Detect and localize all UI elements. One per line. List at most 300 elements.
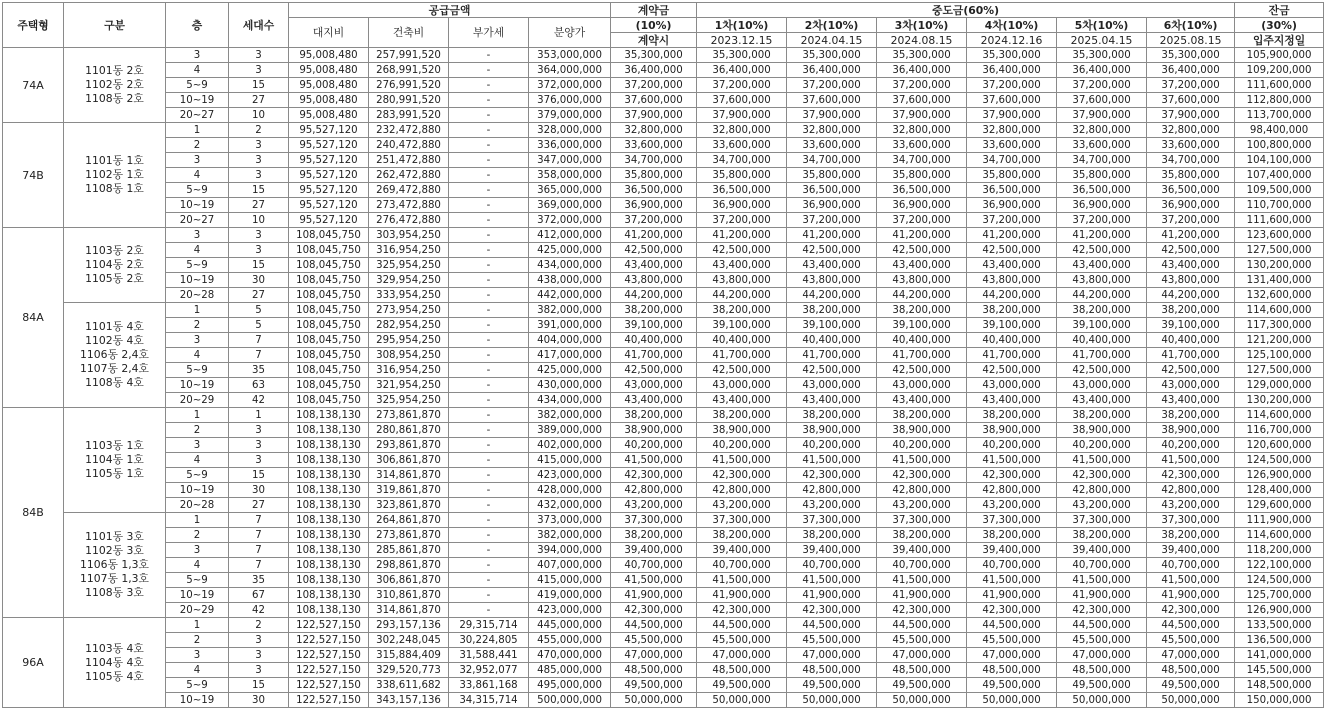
floor-cell: 5~9 (166, 468, 229, 483)
installment-4-cell: 45,500,000 (967, 633, 1057, 648)
households-cell: 7 (229, 558, 289, 573)
installment-2-cell: 42,800,000 (787, 483, 877, 498)
table-row (3, 468, 1324, 483)
building-cost-cell: 295,954,250 (369, 333, 449, 348)
table-row (3, 678, 1324, 693)
installment-1-cell: 42,300,000 (697, 603, 787, 618)
households-cell: 30 (229, 693, 289, 708)
building-group-line: 1103동 2호 (85, 244, 144, 257)
vat-cell: - (449, 438, 529, 453)
balance-cell: 124,500,000 (1235, 573, 1324, 588)
building-cost-cell: 314,861,870 (369, 468, 449, 483)
balance-cell: 109,500,000 (1235, 183, 1324, 198)
vat-cell: - (449, 378, 529, 393)
sale-price-cell: 485,000,000 (529, 663, 611, 678)
land-cost-cell: 95,527,120 (289, 123, 369, 138)
building-group-cell (64, 408, 166, 513)
balance-cell: 126,900,000 (1235, 468, 1324, 483)
installment-1-cell: 37,900,000 (697, 108, 787, 123)
households-cell: 7 (229, 333, 289, 348)
installment-2-cell: 44,500,000 (787, 618, 877, 633)
building-group-cell (64, 228, 166, 303)
installment-3-cell: 39,400,000 (877, 543, 967, 558)
vat-cell: - (449, 63, 529, 78)
floor-cell: 3 (166, 153, 229, 168)
households-cell: 2 (229, 123, 289, 138)
vat-cell: - (449, 393, 529, 408)
building-group-cell (64, 123, 166, 228)
installment-4-cell: 33,600,000 (967, 138, 1057, 153)
floor-cell: 3 (166, 333, 229, 348)
installment-5-cell: 37,900,000 (1057, 108, 1147, 123)
building-group-line: 1101동 2호 (85, 64, 144, 77)
installment-5-cell: 38,200,000 (1057, 408, 1147, 423)
sale-price-cell: 432,000,000 (529, 498, 611, 513)
balance-cell: 128,400,000 (1235, 483, 1324, 498)
balance-cell: 123,600,000 (1235, 228, 1324, 243)
vat-cell: - (449, 528, 529, 543)
header-deposit-when: 계약시 (611, 33, 697, 48)
table-row (3, 288, 1324, 303)
installment-4-cell: 42,500,000 (967, 363, 1057, 378)
floor-cell: 20~29 (166, 393, 229, 408)
building-cost-cell: 338,611,682 (369, 678, 449, 693)
balance-cell: 100,800,000 (1235, 138, 1324, 153)
header-inst-6-date: 2025.08.15 (1147, 33, 1235, 48)
installment-4-cell: 43,800,000 (967, 273, 1057, 288)
installment-3-cell: 38,200,000 (877, 528, 967, 543)
installment-4-cell: 36,900,000 (967, 198, 1057, 213)
building-cost-cell: 273,954,250 (369, 303, 449, 318)
installment-4-cell: 44,500,000 (967, 618, 1057, 633)
building-group-line: 1105동 1호 (85, 467, 144, 480)
land-cost-cell: 95,527,120 (289, 183, 369, 198)
installment-6-cell: 42,300,000 (1147, 603, 1235, 618)
table-row (3, 108, 1324, 123)
balance-cell: 133,500,000 (1235, 618, 1324, 633)
deposit-cell: 37,200,000 (611, 78, 697, 93)
installment-3-cell: 37,200,000 (877, 78, 967, 93)
floor-cell: 4 (166, 63, 229, 78)
households-cell: 3 (229, 453, 289, 468)
installment-2-cell: 37,300,000 (787, 513, 877, 528)
header-balance-title: 잔금 (1235, 3, 1324, 18)
installment-3-cell: 49,500,000 (877, 678, 967, 693)
unit-type-cell: 96A (3, 618, 64, 708)
installment-2-cell: 36,400,000 (787, 63, 877, 78)
table-row (3, 198, 1324, 213)
vat-cell: - (449, 168, 529, 183)
installment-6-cell: 47,000,000 (1147, 648, 1235, 663)
floor-cell: 5~9 (166, 573, 229, 588)
land-cost-cell: 108,138,130 (289, 513, 369, 528)
sale-price-cell: 445,000,000 (529, 618, 611, 633)
installment-5-cell: 43,200,000 (1057, 498, 1147, 513)
installment-1-cell: 35,800,000 (697, 168, 787, 183)
vat-cell: 29,315,714 (449, 618, 529, 633)
installment-6-cell: 34,700,000 (1147, 153, 1235, 168)
installment-6-cell: 43,000,000 (1147, 378, 1235, 393)
deposit-cell: 43,400,000 (611, 258, 697, 273)
installment-4-cell: 41,500,000 (967, 573, 1057, 588)
building-group-line: 1104동 4호 (85, 655, 144, 669)
building-cost-cell: 257,991,520 (369, 48, 449, 63)
installment-4-cell: 38,200,000 (967, 408, 1057, 423)
building-cost-cell: 264,861,870 (369, 513, 449, 528)
floor-cell: 20~27 (166, 213, 229, 228)
deposit-cell: 47,000,000 (611, 648, 697, 663)
installment-4-cell: 41,200,000 (967, 228, 1057, 243)
installment-5-cell: 43,800,000 (1057, 273, 1147, 288)
households-cell: 3 (229, 228, 289, 243)
installment-3-cell: 50,000,000 (877, 693, 967, 708)
installment-2-cell: 43,200,000 (787, 498, 877, 513)
building-cost-cell: 303,954,250 (369, 228, 449, 243)
installment-5-cell: 37,300,000 (1057, 513, 1147, 528)
deposit-cell: 45,500,000 (611, 633, 697, 648)
header-deposit-title: 계약금 (611, 3, 697, 18)
land-cost-cell: 108,138,130 (289, 408, 369, 423)
deposit-cell: 40,200,000 (611, 438, 697, 453)
installment-3-cell: 33,600,000 (877, 138, 967, 153)
installment-5-cell: 39,100,000 (1057, 318, 1147, 333)
households-cell: 3 (229, 138, 289, 153)
installment-4-cell: 37,600,000 (967, 93, 1057, 108)
sale-price-cell: 364,000,000 (529, 63, 611, 78)
deposit-cell: 50,000,000 (611, 693, 697, 708)
installment-2-cell: 34,700,000 (787, 153, 877, 168)
installment-5-cell: 38,200,000 (1057, 528, 1147, 543)
installment-5-cell: 42,800,000 (1057, 483, 1147, 498)
installment-6-cell: 37,600,000 (1147, 93, 1235, 108)
installment-6-cell: 42,500,000 (1147, 363, 1235, 378)
table-row (3, 258, 1324, 273)
installment-1-cell: 34,700,000 (697, 153, 787, 168)
floor-cell: 10~19 (166, 198, 229, 213)
header-balance-when: 입주지정일 (1235, 33, 1324, 48)
installment-5-cell: 42,500,000 (1057, 243, 1147, 258)
balance-cell: 150,000,000 (1235, 693, 1324, 708)
vat-cell: - (449, 198, 529, 213)
table-row (3, 348, 1324, 363)
table-row (3, 513, 1324, 528)
vat-cell: - (449, 153, 529, 168)
floor-cell: 5~9 (166, 78, 229, 93)
households-cell: 7 (229, 543, 289, 558)
balance-cell: 125,700,000 (1235, 588, 1324, 603)
installment-2-cell: 41,200,000 (787, 228, 877, 243)
installment-6-cell: 37,200,000 (1147, 213, 1235, 228)
land-cost-cell: 108,138,130 (289, 588, 369, 603)
installment-4-cell: 42,300,000 (967, 603, 1057, 618)
installment-5-cell: 32,800,000 (1057, 123, 1147, 138)
installment-2-cell: 41,700,000 (787, 348, 877, 363)
installment-5-cell: 43,400,000 (1057, 258, 1147, 273)
deposit-cell: 35,300,000 (611, 48, 697, 63)
installment-4-cell: 43,400,000 (967, 393, 1057, 408)
balance-cell: 127,500,000 (1235, 363, 1324, 378)
installment-5-cell: 40,700,000 (1057, 558, 1147, 573)
deposit-cell: 43,800,000 (611, 273, 697, 288)
building-group-line: 1106동 2,4호 (80, 348, 149, 361)
installment-1-cell: 43,400,000 (697, 258, 787, 273)
installment-6-cell: 35,300,000 (1147, 48, 1235, 63)
building-cost-cell: 314,861,870 (369, 603, 449, 618)
header-inst-5: 5차(10%) (1057, 18, 1147, 33)
building-group-line: 1102동 3호 (85, 544, 144, 557)
households-cell: 35 (229, 363, 289, 378)
unit-type-cell: 74B (3, 123, 64, 228)
installment-4-cell: 43,200,000 (967, 498, 1057, 513)
installment-3-cell: 43,000,000 (877, 378, 967, 393)
floor-cell: 2 (166, 423, 229, 438)
sale-price-cell: 425,000,000 (529, 363, 611, 378)
deposit-cell: 42,500,000 (611, 363, 697, 378)
balance-cell: 107,400,000 (1235, 168, 1324, 183)
installment-6-cell: 41,500,000 (1147, 453, 1235, 468)
sale-price-cell: 402,000,000 (529, 438, 611, 453)
table-row (3, 138, 1324, 153)
sale-price-cell: 423,000,000 (529, 468, 611, 483)
installment-1-cell: 40,200,000 (697, 438, 787, 453)
households-cell: 30 (229, 273, 289, 288)
sale-price-cell: 376,000,000 (529, 93, 611, 108)
deposit-cell: 41,200,000 (611, 228, 697, 243)
installment-5-cell: 42,500,000 (1057, 363, 1147, 378)
land-cost-cell: 122,527,150 (289, 648, 369, 663)
installment-3-cell: 48,500,000 (877, 663, 967, 678)
land-cost-cell: 122,527,150 (289, 678, 369, 693)
header-floor: 층 (166, 3, 229, 48)
header-inst-6: 6차(10%) (1147, 18, 1235, 33)
deposit-cell: 40,700,000 (611, 558, 697, 573)
installment-6-cell: 44,500,000 (1147, 618, 1235, 633)
installment-3-cell: 37,600,000 (877, 93, 967, 108)
installment-6-cell: 39,400,000 (1147, 543, 1235, 558)
installment-2-cell: 32,800,000 (787, 123, 877, 138)
vat-cell: - (449, 108, 529, 123)
installment-4-cell: 35,800,000 (967, 168, 1057, 183)
sale-price-cell: 412,000,000 (529, 228, 611, 243)
balance-cell: 114,600,000 (1235, 528, 1324, 543)
vat-cell: - (449, 513, 529, 528)
installment-1-cell: 43,800,000 (697, 273, 787, 288)
installment-6-cell: 40,200,000 (1147, 438, 1235, 453)
installment-3-cell: 43,200,000 (877, 498, 967, 513)
households-cell: 5 (229, 318, 289, 333)
vat-cell: - (449, 558, 529, 573)
header-price: 분양가 (529, 18, 611, 48)
installment-3-cell: 40,400,000 (877, 333, 967, 348)
floor-cell: 1 (166, 618, 229, 633)
installment-3-cell: 35,800,000 (877, 168, 967, 183)
households-cell: 3 (229, 243, 289, 258)
land-cost-cell: 95,008,480 (289, 93, 369, 108)
vat-cell: 34,315,714 (449, 693, 529, 708)
balance-cell: 129,000,000 (1235, 378, 1324, 393)
building-cost-cell: 321,954,250 (369, 378, 449, 393)
header-supply: 공급금액 (289, 3, 611, 18)
households-cell: 10 (229, 213, 289, 228)
building-cost-cell: 276,991,520 (369, 78, 449, 93)
installment-1-cell: 49,500,000 (697, 678, 787, 693)
unit-type-cell: 84B (3, 408, 64, 618)
installment-2-cell: 42,300,000 (787, 603, 877, 618)
building-cost-cell: 283,991,520 (369, 108, 449, 123)
deposit-cell: 35,800,000 (611, 168, 697, 183)
installment-4-cell: 37,900,000 (967, 108, 1057, 123)
table-row (3, 603, 1324, 618)
sale-price-cell: 382,000,000 (529, 303, 611, 318)
floor-cell: 5~9 (166, 363, 229, 378)
land-cost-cell: 108,045,750 (289, 333, 369, 348)
building-cost-cell: 293,157,136 (369, 618, 449, 633)
installment-5-cell: 44,200,000 (1057, 288, 1147, 303)
installment-2-cell: 41,900,000 (787, 588, 877, 603)
vat-cell: - (449, 363, 529, 378)
building-group-line: 1101동 1호 (85, 154, 144, 167)
building-group-line: 1107동 2,4호 (80, 362, 149, 375)
vat-cell: 30,224,805 (449, 633, 529, 648)
floor-cell: 3 (166, 228, 229, 243)
vat-cell: - (449, 423, 529, 438)
households-cell: 15 (229, 78, 289, 93)
building-group-line: 1108동 4호 (85, 376, 144, 389)
header-land: 대지비 (289, 18, 369, 48)
balance-cell: 109,200,000 (1235, 63, 1324, 78)
floor-cell: 1 (166, 408, 229, 423)
building-group-line: 1104동 2호 (85, 258, 144, 271)
floor-cell: 4 (166, 663, 229, 678)
installment-3-cell: 44,200,000 (877, 288, 967, 303)
header-inst-5-date: 2025.04.15 (1057, 33, 1147, 48)
installment-2-cell: 40,400,000 (787, 333, 877, 348)
installment-2-cell: 42,500,000 (787, 363, 877, 378)
installment-6-cell: 41,200,000 (1147, 228, 1235, 243)
installment-2-cell: 43,400,000 (787, 258, 877, 273)
installment-2-cell: 41,500,000 (787, 453, 877, 468)
installment-5-cell: 41,700,000 (1057, 348, 1147, 363)
unit-type-cell: 74A (3, 48, 64, 123)
balance-cell: 116,700,000 (1235, 423, 1324, 438)
table-row (3, 93, 1324, 108)
floor-cell: 20~28 (166, 498, 229, 513)
sale-price-cell: 372,000,000 (529, 78, 611, 93)
households-cell: 27 (229, 198, 289, 213)
installment-1-cell: 41,200,000 (697, 228, 787, 243)
installment-5-cell: 42,300,000 (1057, 468, 1147, 483)
deposit-cell: 42,300,000 (611, 603, 697, 618)
installment-4-cell: 37,200,000 (967, 213, 1057, 228)
floor-cell: 4 (166, 243, 229, 258)
sale-price-cell: 495,000,000 (529, 678, 611, 693)
deposit-cell: 38,200,000 (611, 408, 697, 423)
table-row (3, 618, 1324, 633)
installment-5-cell: 47,000,000 (1057, 648, 1147, 663)
land-cost-cell: 122,527,150 (289, 633, 369, 648)
installment-6-cell: 43,200,000 (1147, 498, 1235, 513)
balance-cell: 131,400,000 (1235, 273, 1324, 288)
land-cost-cell: 108,045,750 (289, 393, 369, 408)
balance-cell: 114,600,000 (1235, 303, 1324, 318)
deposit-cell: 42,500,000 (611, 243, 697, 258)
sale-price-cell: 394,000,000 (529, 543, 611, 558)
installment-5-cell: 41,500,000 (1057, 573, 1147, 588)
building-group-line: 1105동 4호 (85, 669, 144, 683)
floor-cell: 3 (166, 543, 229, 558)
deposit-cell: 43,400,000 (611, 393, 697, 408)
vat-cell: - (449, 588, 529, 603)
installment-2-cell: 38,900,000 (787, 423, 877, 438)
header-building: 건축비 (369, 18, 449, 48)
sale-price-cell: 379,000,000 (529, 108, 611, 123)
floor-cell: 4 (166, 558, 229, 573)
installment-2-cell: 43,800,000 (787, 273, 877, 288)
balance-cell: 130,200,000 (1235, 258, 1324, 273)
building-group-line: 1102동 4호 (85, 334, 144, 347)
land-cost-cell: 95,008,480 (289, 108, 369, 123)
building-cost-cell: 251,472,880 (369, 153, 449, 168)
installment-6-cell: 38,900,000 (1147, 423, 1235, 438)
table-row (3, 438, 1324, 453)
households-cell: 15 (229, 258, 289, 273)
building-cost-cell: 315,884,409 (369, 648, 449, 663)
table-row (3, 663, 1324, 678)
installment-5-cell: 33,600,000 (1057, 138, 1147, 153)
installment-6-cell: 43,400,000 (1147, 258, 1235, 273)
balance-cell: 111,600,000 (1235, 78, 1324, 93)
deposit-cell: 36,500,000 (611, 183, 697, 198)
floor-cell: 10~19 (166, 483, 229, 498)
installment-1-cell: 43,000,000 (697, 378, 787, 393)
vat-cell: - (449, 78, 529, 93)
header-type: 주택형 (3, 3, 64, 48)
floor-cell: 4 (166, 168, 229, 183)
households-cell: 2 (229, 618, 289, 633)
installment-1-cell: 41,900,000 (697, 588, 787, 603)
sale-price-cell: 389,000,000 (529, 423, 611, 438)
land-cost-cell: 95,527,120 (289, 213, 369, 228)
building-cost-cell: 310,861,870 (369, 588, 449, 603)
deposit-cell: 37,900,000 (611, 108, 697, 123)
balance-cell: 121,200,000 (1235, 333, 1324, 348)
sale-price-cell: 442,000,000 (529, 288, 611, 303)
installment-6-cell: 38,200,000 (1147, 408, 1235, 423)
installment-1-cell: 39,400,000 (697, 543, 787, 558)
installment-5-cell: 36,500,000 (1057, 183, 1147, 198)
installment-2-cell: 33,600,000 (787, 138, 877, 153)
deposit-cell: 34,700,000 (611, 153, 697, 168)
installment-4-cell: 41,500,000 (967, 453, 1057, 468)
households-cell: 5 (229, 303, 289, 318)
vat-cell: - (449, 288, 529, 303)
land-cost-cell: 108,045,750 (289, 243, 369, 258)
deposit-cell: 39,400,000 (611, 543, 697, 558)
installment-1-cell: 37,300,000 (697, 513, 787, 528)
deposit-cell: 43,200,000 (611, 498, 697, 513)
building-group-cell (64, 618, 166, 708)
balance-cell: 105,900,000 (1235, 48, 1324, 63)
building-group-line: 1108동 3호 (85, 586, 144, 599)
vat-cell: - (449, 123, 529, 138)
installment-1-cell: 42,500,000 (697, 363, 787, 378)
header-inst-1: 1차(10%) (697, 18, 787, 33)
land-cost-cell: 108,045,750 (289, 378, 369, 393)
building-group-line: 1108동 2호 (85, 92, 144, 105)
table-row (3, 318, 1324, 333)
balance-cell: 145,500,000 (1235, 663, 1324, 678)
vat-cell: - (449, 483, 529, 498)
